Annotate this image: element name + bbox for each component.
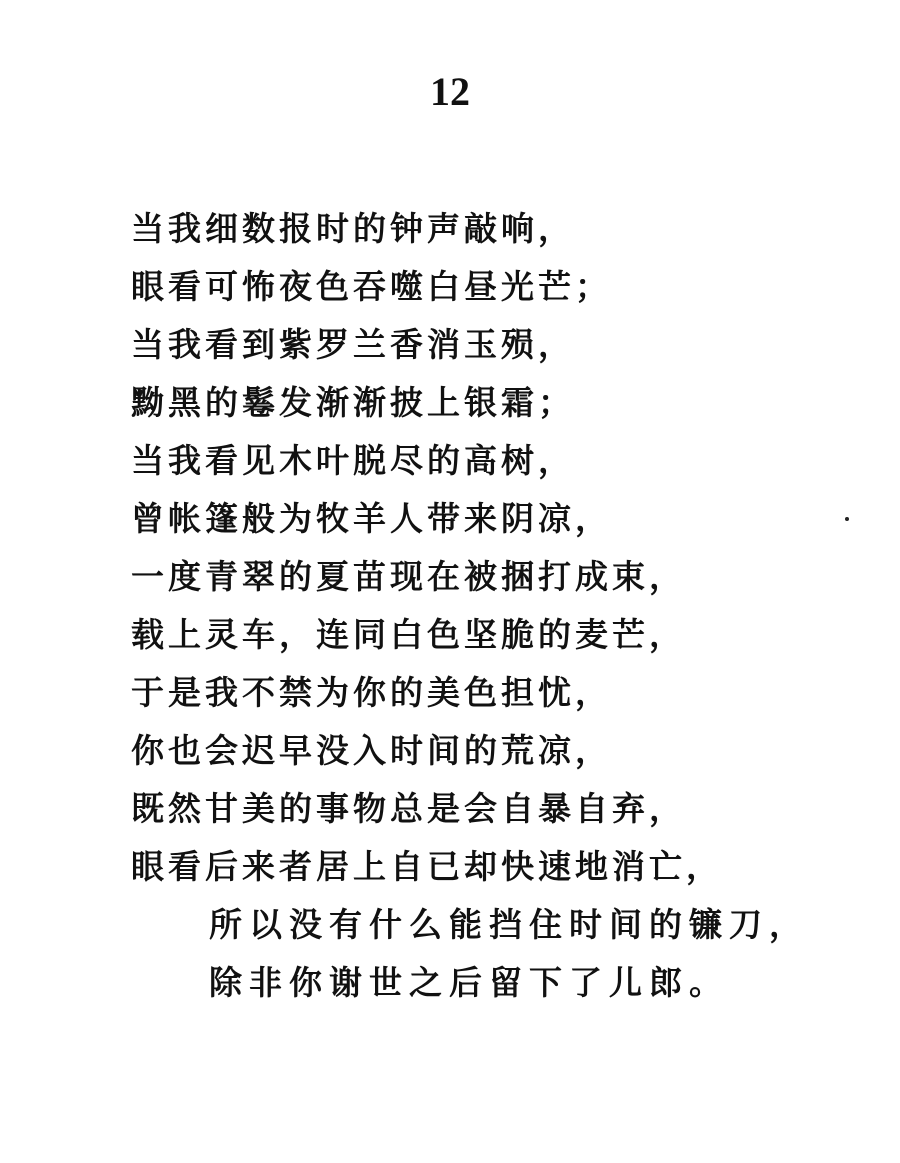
- poem-body: [131, 200, 851, 1012]
- stray-dot-mark: [845, 517, 849, 521]
- sonnet-number: 12: [430, 69, 470, 114]
- poem-line: 既然甘美的事物总是会自暴自弃，: [131, 789, 686, 828]
- poem-line: 曾帐篷般为牧羊人带来阴凉，: [131, 499, 612, 538]
- poem-line: 当我看见木叶脱尽的高树，: [131, 441, 575, 480]
- poem-line: 一度青翠的夏苗现在被捆打成束，: [131, 557, 686, 596]
- poem-line: 你也会迟早没入时间的荒凉，: [131, 731, 612, 770]
- poem-line: 载上灵车，连同白色坚脆的麦芒，: [131, 615, 686, 654]
- poem-line: 于是我不禁为你的美色担忧，: [131, 673, 612, 712]
- poem-line: 当我看到紫罗兰香消玉殒，: [131, 325, 575, 364]
- couplet-line: 所以没有什么能挡住时间的镰刀，: [209, 905, 809, 944]
- poem-line: 黝黑的鬈发渐渐披上银霜；: [131, 383, 575, 422]
- poem-line: 眼看可怖夜色吞噬白昼光芒；: [131, 267, 612, 306]
- poem-line: 当我细数报时的钟声敲响，: [131, 209, 575, 248]
- couplet-line: 除非你谢世之后留下了儿郎。: [209, 963, 729, 1002]
- poem-line: 眼看后来者居上自已却快速地消亡，: [131, 847, 723, 886]
